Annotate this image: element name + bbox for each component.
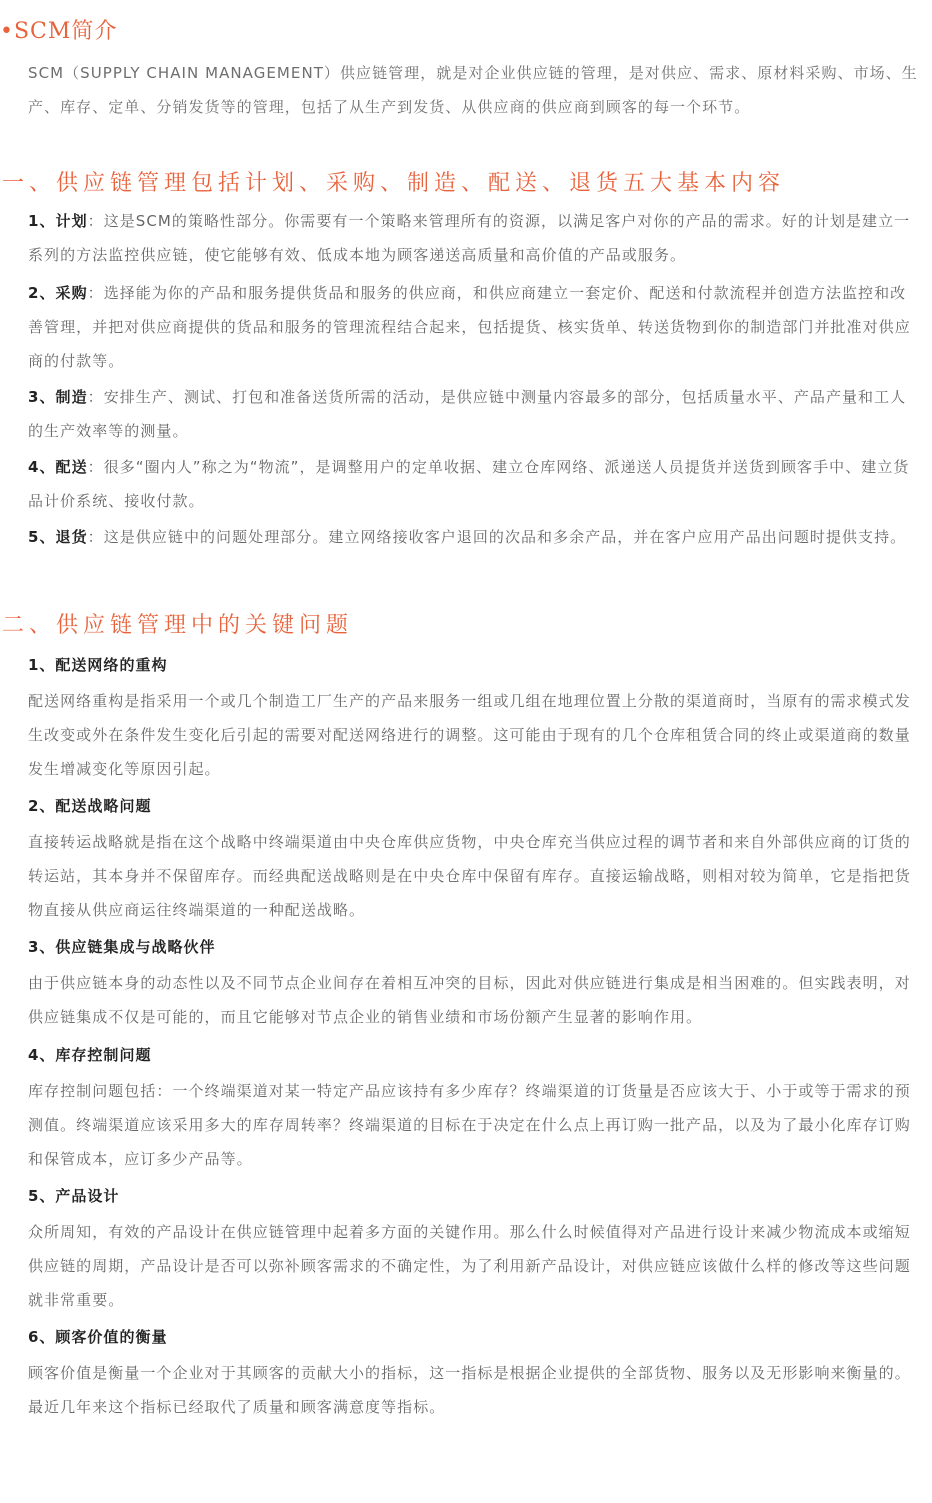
issue-1-title: 1、配送网络的重构 <box>28 656 168 674</box>
plan-text: 这是SCM的策略性部分。你需要有一个策略来管理所有的资源，以满足客户对你的产品的需求。好的计划是建立一系列的方法监控供应链，使它能够有效、低成本地为顾客递送高质量和高价值的产品或服务。 <box>28 212 911 264</box>
issue-1-text: 配送网络重构是指采用一个或几个制造工厂生产的产品来服务一组或几组在地理位置上分散的渠道商时，当原有的需求模式发生改变或外在条件发生变化后引起的需要对配送网络进行的调整。这可能由于现有的几个仓库租赁合同的终止或渠道商的数量发生增减变化等原因引起。 <box>28 692 911 778</box>
delivery-paragraph <box>28 450 920 518</box>
returns-colon: ： <box>87 528 104 546</box>
procurement-label: 2、采购 <box>28 284 88 302</box>
returns-paragraph <box>28 520 920 554</box>
manufacturing-text: 安排生产、测试、打包和准备送货所需的活动，是供应链中测量内容最多的部分，包括质量水平、产品产量和工人的生产效率等的测量。 <box>28 388 907 440</box>
issue-5-title: 5、产品设计 <box>28 1187 120 1205</box>
procurement-colon: ： <box>87 284 104 302</box>
issue-3-title: 3、供应链集成与战略伙伴 <box>28 938 216 956</box>
issue-4-text: 库存控制问题包括：一个终端渠道对某一特定产品应该持有多少库存？终端渠道的订货量是否应该大于、小于或等于需求的预测值。终端渠道应该采用多大的库存周转率？终端渠道的目标在于决定在什么点上再订购一批产品，以及为了最小化库存订购和保管成本，应订多少产品等。 <box>28 1082 911 1168</box>
delivery-label: 4、配送 <box>28 458 88 476</box>
issue-5-text: 众所周知，有效的产品设计在供应链管理中起着多方面的关键作用。那么什么时候值得对产品进行设计来减少物流成本或缩短供应链的周期，产品设计是否可以弥补顾客需求的不确定性，为了利用新产品设计，对供应链应该做什么样的修改等这些问题就非常重要。 <box>28 1223 911 1309</box>
issue-2-title: 2、配送战略问题 <box>28 797 152 815</box>
issue-4-title: 4、库存控制问题 <box>28 1046 152 1064</box>
manufacturing-label: 3、制造 <box>28 388 88 406</box>
plan-colon: ： <box>87 212 104 230</box>
section1-heading: 一、供应链管理包括计划、采购、制造、配送、退货五大基本内容 <box>2 171 786 196</box>
plan-label: 1、计划 <box>28 212 88 230</box>
delivery-text: 很多“圈内人”称之为“物流”，是调整用户的定单收据、建立仓库网络、派递送人员提货并送货到顾客手中、建立货品计价系统、接收付款。 <box>28 458 910 510</box>
issue-6-text: 顾客价值是衡量一个企业对于其顾客的贡献大小的指标，这一指标是根据企业提供的全部货物、服务以及无形影响来衡量的。最近几年来这个指标已经取代了质量和顾客满意度等指标。 <box>28 1364 911 1416</box>
issue-6-title: 6、顾客价值的衡量 <box>28 1328 168 1346</box>
procurement-text: 选择能为你的产品和服务提供货品和服务的供应商，和供应商建立一套定价、配送和付款流程并创造方法监控和改善管理，并把对供应商提供的货品和服务的管理流程结合起来，包括提货、核实货单、转送货物到你的制造部门并批准对供应商的付款等。 <box>28 284 911 370</box>
issue-2-text: 直接转运战略就是指在这个战略中终端渠道由中央仓库供应货物，中央仓库充当供应过程的调节者和来自外部供应商的订货的转运站，其本身并不保留库存。而经典配送战略则是在中央仓库中保留有库存。直接运输战略，则相对较为简单，它是指把货物直接从供应商运往终端渠道的一种配送战略。 <box>28 833 911 919</box>
manufacturing-paragraph <box>28 380 920 448</box>
returns-label: 5、退货 <box>28 528 88 546</box>
returns-text: 这是供应链中的问题处理部分。建立网络接收客户退回的次品和多余产品，并在客户应用产品出问题时提供支持。 <box>103 528 907 546</box>
plan-paragraph <box>28 204 920 272</box>
section2-heading: 二、供应链管理中的关键问题 <box>2 613 354 638</box>
procurement-paragraph <box>28 276 920 378</box>
intro-paragraph: SCM（SUPPLY CHAIN MANAGEMENT）供应链管理，就是对企业供应链的管理，是对供应、需求、原材料采购、市场、生产、库存、定单、分销发货等的管理，包括了从生产到发货、从供应商的供应商到顾客的每一个环节。 <box>28 64 918 116</box>
intro-heading: •SCM简介 <box>0 19 118 44</box>
issue-3-text: 由于供应链本身的动态性以及不同节点企业间存在着相互冲突的目标，因此对供应链进行集成是相当困难的。但实践表明，对供应链集成不仅是可能的，而且它能够对节点企业的销售业绩和市场份额产生显著的影响作用。 <box>28 974 911 1026</box>
delivery-colon: ： <box>87 458 104 476</box>
manufacturing-colon: ： <box>87 388 104 406</box>
